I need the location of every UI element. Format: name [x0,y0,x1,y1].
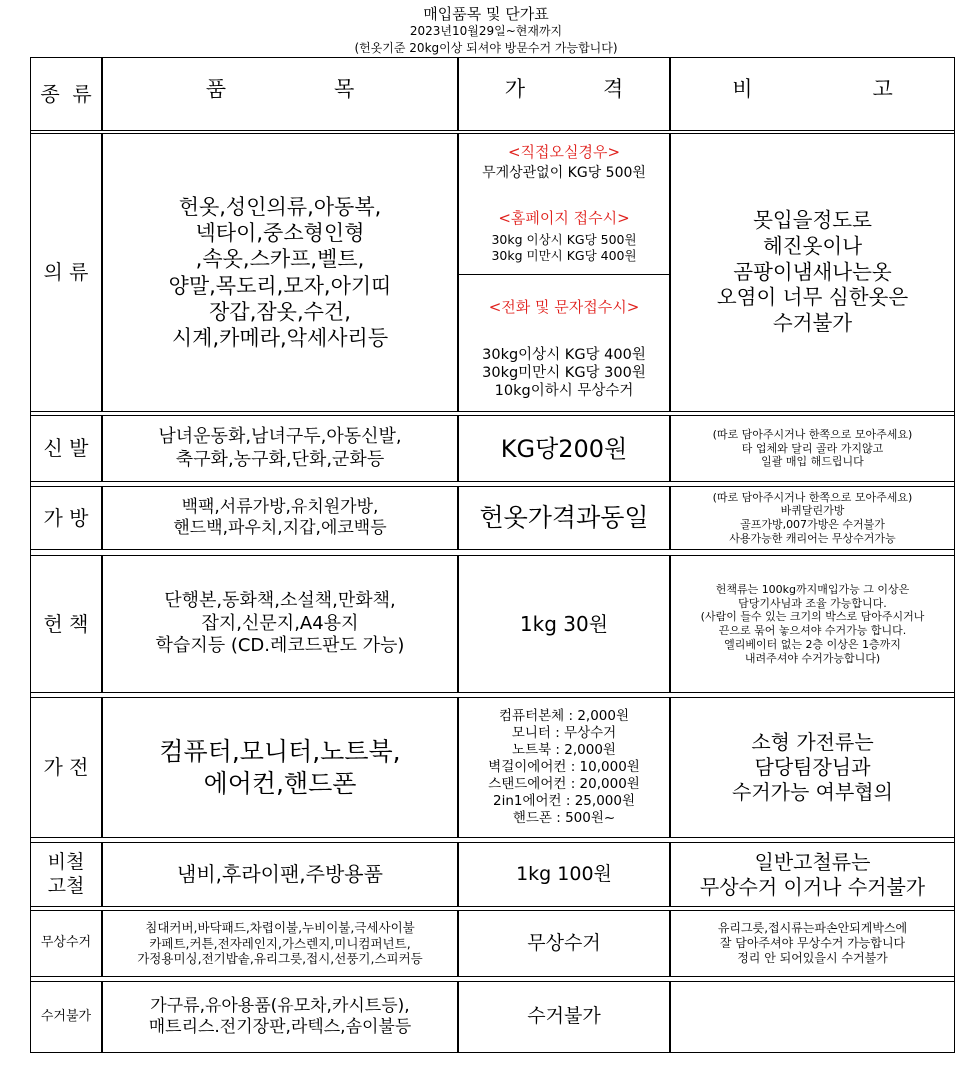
row-price-1 [458,415,670,482]
note-line: (따로 담아주시거나 한쪽으로 모아주세요) [712,490,913,504]
note-line: 잘 담아주셔야 무상수거 가능합니다 [719,936,906,950]
row-kind-label: 신 발 [43,436,89,460]
row-price-6 [458,910,670,977]
row-kind-label: 가 방 [43,505,89,530]
row-kind-label: 무상수거 [40,935,92,951]
note-line: 내려주셔야 수거가능합니다) [744,651,881,665]
row-items-5 [102,842,458,907]
note-line: 일괄 매입 해드립니다 [761,455,864,469]
note-line: (사람이 들수 있는 크기의 박스로 담아주시거나 [700,610,925,624]
row-kind-2 [30,486,102,550]
row-notes-1 [670,415,955,482]
price-line: KG당200원 [500,434,628,463]
price-line: 수거불가 [527,1005,601,1028]
item-line: 컴퓨터,모니터,노트북, [159,737,401,767]
note-line: 수거불가 [772,310,853,335]
col-header-price-char1: 가 [504,77,525,101]
row-kind-label: 헌 책 [43,611,89,636]
note-line: 담당기사님과 조율 가능합니다. [738,596,887,610]
price-line: 핸드폰 : 500원~ [512,809,616,826]
price-line: 헌옷가격과동일 [479,503,649,533]
price-line: 2in1에어컨 : 25,000원 [492,792,636,809]
note-line: 끈으로 묶어 놓으셔야 수거가능 합니다. [718,624,907,637]
row-kind-3 [30,555,102,693]
item-line: 넥타이,중소형인형 [195,221,365,245]
row-items-4 [102,697,458,838]
row-notes-5 [670,842,955,907]
item-line: 축구화,농구화,단화,군화등 [175,448,385,470]
item-line: 양말,목도리,모자,아기띠 [168,273,392,298]
col-header-note-char2: 고 [872,77,893,101]
col-header-item-char2: 목 [334,77,355,101]
col-header-note-char1: 비 [732,77,753,101]
item-line: 헌옷,성인의류,아동복, [178,194,382,219]
price-line: 무게상관없이 KG당 500원 [482,165,646,182]
note-line: 수거가능 여부협의 [732,780,893,804]
item-line: 가정용미싱,전기밥솥,유리그릇,접시,선풍기,스피커등 [137,951,423,967]
row-notes-6 [670,910,955,977]
note-line: 헌책류는 100kg까지매입가능 그 이상은 [715,582,910,596]
item-line: ,속옷,스카프,벨트, [195,247,365,272]
item-line: 시계,카메라,악세사리등 [171,326,389,350]
row-notes-4 [670,697,955,838]
note-line: 골프가방,007가방은 수거불가 [740,518,885,531]
col-header-price [458,57,670,131]
price-line: 노트북 : 2,000원 [512,742,616,759]
row-kind-0 [30,133,102,412]
price-homepage [459,200,669,272]
note-line: (따로 담아주시거나 한쪽으로 모아주세요) [712,427,913,441]
col-header-kind [30,57,102,131]
price-line: 무상수거 [527,931,601,954]
row-price-5 [458,842,670,907]
price-heading: <홈페이지 접수시> [498,208,630,227]
note-line: 곰팡이냄새나는옷 [733,259,892,284]
col-header-item-char1: 품 [205,77,226,101]
row-kind-label: 가 전 [43,755,89,779]
price-line: 30kg 미만시 KG당 400원 [491,247,637,263]
note-line: 엘리베이터 없는 2층 이상은 1층까지 [724,637,901,651]
row-kind-4 [30,697,102,838]
row-kind-label: 고철 [47,874,85,897]
item-line: 핸드백,파우치,지갑,에코백등 [173,518,387,538]
note-line: 무상수거 이거나 수거불가 [699,874,926,899]
row-price-0 [458,133,670,412]
item-line: 냄비,후라이팬,주방용품 [177,862,383,886]
page-title: 매입품목 및 단가표 [423,5,549,23]
price-phone [459,338,669,408]
row-items-7 [102,981,458,1053]
price-line: 30kg이상시 KG당 400원 [482,346,646,363]
price-line: 1kg 100원 [516,862,612,885]
price-line: 10kg이하시 무상수거 [494,383,634,400]
row-notes-0 [670,133,955,412]
price-line: 벽걸이에어컨 : 10,000원 [488,759,640,776]
col-header-note [670,57,955,131]
item-line: 매트리스.전기장판,라텍스,솜이불등 [148,1017,412,1037]
row-price-7 [458,981,670,1053]
row-items-3 [102,555,458,693]
item-line: 가구류,유아용품(유모차,카시트등), [150,995,410,1016]
note-line: 일반고철류는 [754,849,871,874]
row-notes-7 [670,981,955,1053]
row-kind-label: 비철 [47,850,85,873]
row-kind-6 [30,910,102,977]
price-line: 모니터 : 무상수거 [511,725,617,742]
row-price-2 [458,486,670,550]
row-items-0 [102,133,458,412]
price-line: 30kg 이상시 KG당 500원 [491,232,637,248]
note-line: 바퀴달린가방 [780,504,845,518]
row-kind-label: 의 류 [43,260,89,284]
price-heading: <직접오실경우> [507,143,621,162]
price-heading: <전화 및 문자접수시> [488,297,640,316]
price-phone-heading [459,294,669,320]
row-notes-3 [670,555,955,693]
item-line: 잡지,신문지,A4용지 [201,612,359,634]
price-line: 30kg미만시 KG당 300원 [482,364,646,381]
col-header-item [102,57,458,131]
row-items-1 [102,415,458,482]
item-line: 학습지등 (CD.레코드판도 가능) [155,635,405,657]
item-line: 남녀운동화,남녀구두,아동신발, [158,426,402,447]
row-kind-7 [30,981,102,1053]
item-line: 에어컨,핸드폰 [203,768,357,798]
row-kind-label: 수거불가 [40,1008,92,1024]
row-price-4 [458,697,670,838]
row-items-6 [102,910,458,977]
row-items-2 [102,486,458,550]
price-divider [459,274,669,275]
item-line: 장갑,잠옷,수건, [209,299,351,324]
price-line: 스탠드에어컨 : 20,000원 [488,775,640,792]
item-line: 카페트,커튼,전자레인지,가스렌지,미니컴퍼넌트, [149,935,411,951]
note-line: 타 업체와 달리 골라 가지않고 [741,441,884,455]
row-notes-2 [670,486,955,550]
price-line: 1kg 30원 [519,611,609,636]
note-line: 헤진옷이나 [762,234,862,259]
price-walkin [459,136,669,190]
item-line: 단행본,동화책,소설책,만화책, [164,590,396,612]
note-line: 유리그릇,접시류는파손안되게박스에 [717,921,908,935]
col-header-price-char2: 격 [603,77,624,101]
row-kind-1 [30,415,102,482]
pickup-condition-note: (헌옷기준 20kg이상 되셔야 방문수거 가능합니다) [354,41,618,55]
row-price-3 [458,555,670,693]
item-line: 백팩,서류가방,유치원가방, [181,496,379,517]
col-header-kind-label: 종 류 [40,81,92,106]
note-line: 오염이 너무 심한옷은 [716,285,909,310]
note-line: 소형 가전류는 [751,730,874,754]
row-kind-5 [30,842,102,907]
note-line: 담당팀장님과 [754,755,871,779]
item-line: 침대커버,바닥패드,차렵이불,누비이불,극세사이불 [145,920,415,936]
table-border [30,57,31,1053]
table-border [954,57,955,1053]
note-line: 못입을정도로 [753,208,872,233]
price-line: 컴퓨터본체 : 2,000원 [498,708,630,725]
note-line: 정리 안 되어있을시 수거불가 [737,951,888,965]
date-range: 2023년10월29일~현재까지 [409,24,563,38]
note-line: 사용가능한 캐리어는 무상수거가능 [729,531,896,545]
